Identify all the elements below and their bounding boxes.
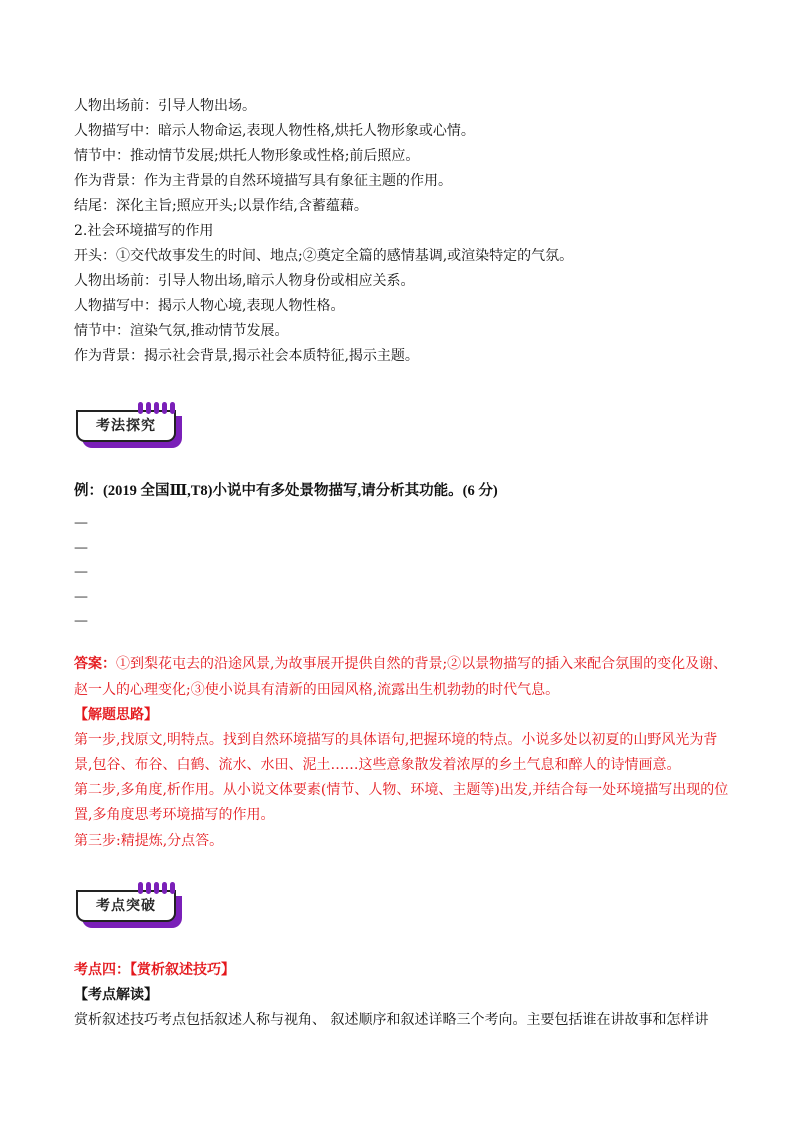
answer-blank-line: — — [74, 540, 88, 556]
answer-line-1 — [74, 655, 734, 673]
answer-label: 答案： — [74, 656, 116, 672]
thinking-line: 置,多角度思考环境描写的作用。 — [74, 807, 275, 823]
thinking-title: 【解题思路】 — [74, 707, 158, 723]
answer-line-2: 赵一人的心理变化;③使小说具有清新的田园风格,流露出生机勃勃的时代气息。 — [74, 682, 560, 698]
badge-label: 考点突破 — [96, 898, 156, 914]
thinking-line: 第一步,找原文,明特点。找到自然环境描写的具体语句,把握环境的特点。小说多处以初夏的山野风光为背 — [74, 732, 718, 748]
kaodian-title: 考点四：【赏析叙述技巧】 — [74, 962, 235, 978]
text-line: 作为背景：作为主背景的自然环境描写具有象征主题的作用。 — [74, 173, 452, 189]
text-line: 结尾：深化主旨;照应开头;以景作结,含蓄蕴藉。 — [74, 198, 368, 214]
section-heading: 2.社会环境描写的作用 — [74, 223, 214, 239]
text-line: 人物描写中：揭示人物心境,表现人物性格。 — [74, 298, 345, 314]
thinking-line: 第二步,多角度,析作用。从小说文体要素(情节、人物、环境、主题等)出发,并结合每一处环境描写出现的位 — [74, 782, 729, 798]
text-line: 人物描写中：暗示人物命运,表现人物性格,烘托人物形象或心情。 — [74, 123, 475, 139]
thinking-line: 第三步:精提炼,分点答。 — [74, 833, 224, 849]
answer-blank-line: — — [74, 515, 88, 531]
section-badge-kaofa — [76, 410, 176, 444]
answer-blank-line: — — [74, 613, 88, 629]
thinking-line: 景,包谷、布谷、白鹤、流水、水田、泥土……这些意象散发着浓厚的乡土气息和醉人的诗情画意。 — [74, 757, 681, 773]
text-line: 开头：①交代故事发生的时间、地点;②奠定全篇的感情基调,或渲染特定的气氛。 — [74, 248, 574, 264]
badge-label: 考法探究 — [96, 418, 156, 434]
answer-blank-line: — — [74, 589, 88, 605]
kaodian-text: 赏析叙述技巧考点包括叙述人称与视角、 叙述顺序和叙述详略三个考向。主要包括谁在讲故事和怎样讲 — [74, 1012, 709, 1028]
text-line: 人物出场前：引导人物出场,暗示人物身份或相应关系。 — [74, 273, 415, 289]
text-line: 情节中：渲染气氛,推动情节发展。 — [74, 323, 289, 339]
answer-blank-line: — — [74, 564, 88, 580]
example-question: 例：(2019 全国Ⅲ,T8)小说中有多处景物描写,请分析其功能。(6 分) — [74, 483, 498, 499]
text-line: 人物出场前：引导人物出场。 — [74, 98, 256, 114]
text-line: 情节中：推动情节发展;烘托人物形象或性格;前后照应。 — [74, 148, 420, 164]
text-line: 作为背景：揭示社会背景,揭示社会本质特征,揭示主题。 — [74, 348, 419, 364]
answer-text: ①到梨花屯去的沿途风景,为故事展开提供自然的背景;②以景物描写的插入来配合氛围的变化及谢、 — [116, 656, 728, 672]
section-badge-kaodian — [76, 890, 176, 924]
kaodian-subtitle: 【考点解读】 — [74, 987, 158, 1003]
